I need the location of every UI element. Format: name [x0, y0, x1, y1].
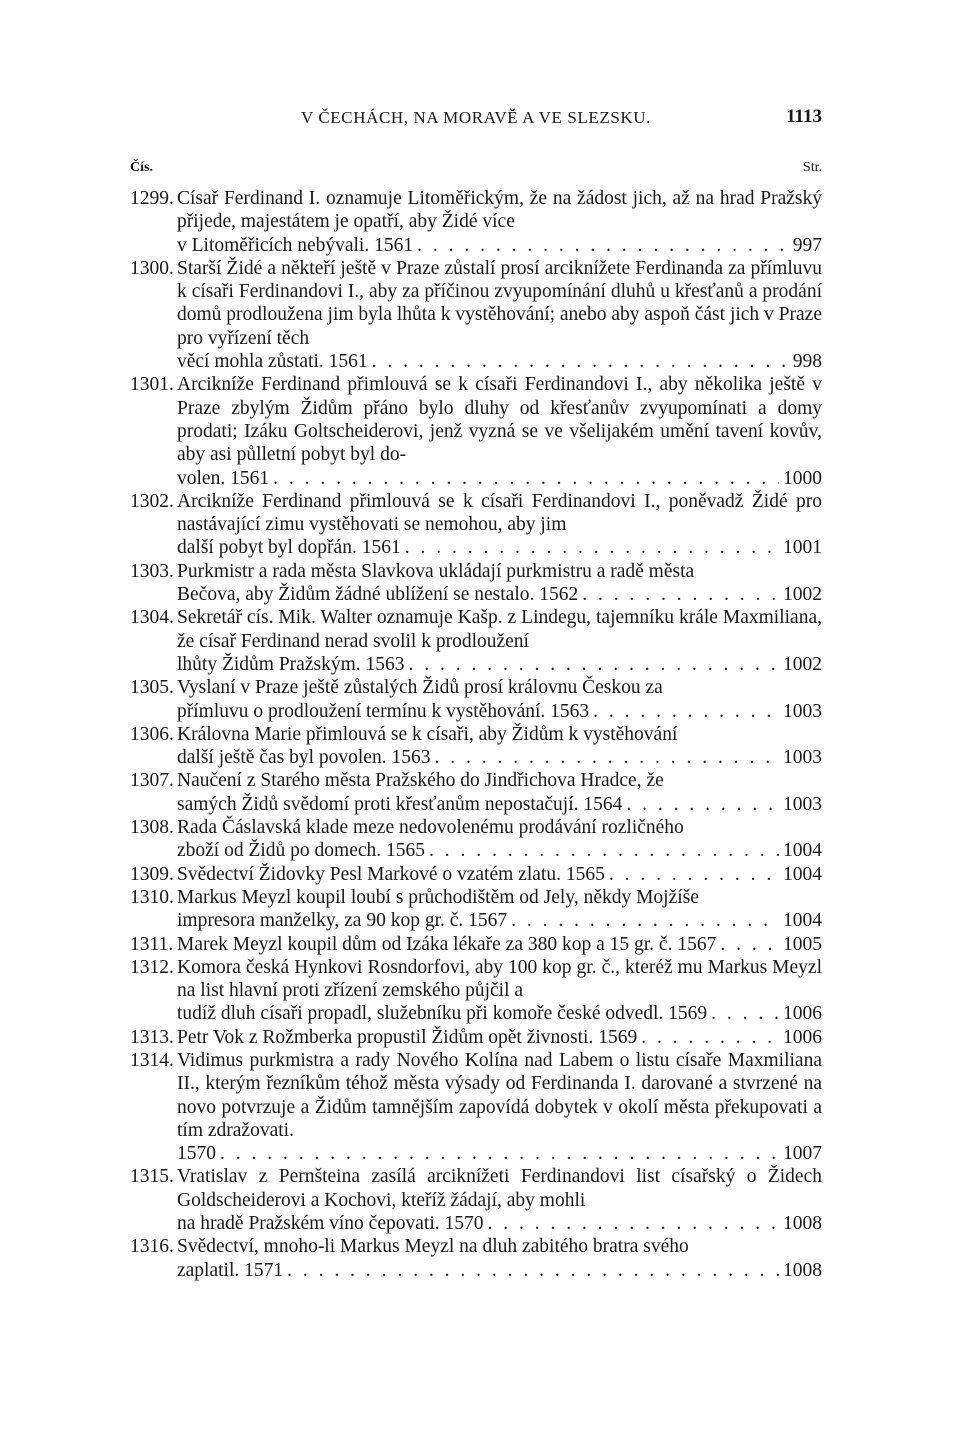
- entry-number: 1307.: [130, 770, 174, 792]
- entry-text: Arcikníže Ferdinand přimlouvá se k císaři Ferdinandovi I., aby několika ještě v Praze zbylým Židům přáno bylo dluhy od křesťanův zvyupomínati a domy prodati; Izáku Goltscheiderovi, jenž vyzná se ve všelijakém umění tavení kovův, aby asi půlletní pobyt byl do-: [177, 374, 822, 466]
- entry-number: 1305.: [130, 677, 174, 699]
- entry-page-number: 998: [792, 351, 822, 373]
- dot-leader: [429, 839, 779, 862]
- dot-leader: [488, 1212, 780, 1235]
- entry-last-line: [177, 1002, 822, 1025]
- entry-number: 1316.: [130, 1236, 174, 1258]
- entry-text-end: Bečova, aby Židům žádné ublížení se nestalo. 1562: [177, 584, 579, 606]
- entry-text-end: Marek Meyzl koupil dům od Izáka lékaře za 380 kop a 15 gr. č. 1567: [177, 933, 717, 955]
- entry-page-number: 1006: [783, 1003, 822, 1025]
- entry-text-end: zaplatil. 1571: [177, 1259, 284, 1281]
- entry-text: Císař Ferdinand I. oznamuje Litoměřickým, že na žádost jich, až na hrad Pražský přijede, majestátem je opatří, aby Židé více: [177, 188, 822, 233]
- entry-list: [130, 187, 822, 1282]
- entry-number: 1302.: [130, 490, 174, 512]
- dot-leader: [434, 746, 779, 769]
- page-number: 1113: [786, 106, 822, 127]
- entry-text-end: Petr Vok z Rožmberka propustil Židům opět živnosti. 1569: [177, 1026, 638, 1048]
- entry-page-number: 1004: [783, 863, 822, 885]
- entry-text: Rada Čáslavská klade meze nedovolenému prodávání rozličného: [177, 817, 684, 839]
- entry-page-number: 1008: [783, 1259, 822, 1281]
- entry-number: 1313.: [130, 1026, 174, 1048]
- entry-last-line: [177, 863, 822, 886]
- entry-text-end: samých Židů svědomí proti křesťanům nepostačují. 1564: [177, 793, 623, 815]
- entry-page-number: 1003: [783, 700, 822, 722]
- entry-number: 1315.: [130, 1166, 174, 1188]
- entry-text-end: tudíž dluh císaři propadl, služebníku při komoře české odvedl. 1569: [177, 1003, 708, 1025]
- entry-number: 1312.: [130, 956, 174, 978]
- list-item: [130, 606, 822, 676]
- dot-leader: [405, 536, 779, 559]
- dot-leader: [641, 1026, 779, 1049]
- entry-page-number: 1003: [783, 747, 822, 769]
- entry-last-line: [177, 653, 822, 676]
- list-item: [130, 933, 822, 956]
- list-item: [130, 956, 822, 1026]
- dot-leader: [593, 700, 779, 723]
- list-item: [130, 1026, 822, 1049]
- dot-leader: [609, 863, 779, 886]
- entry-number: 1309.: [130, 863, 174, 885]
- list-item: [130, 1165, 822, 1235]
- entry-text: Sekretář cís. Mik. Walter oznamuje Kašp. z Lindegu, tajemníku krále Maxmiliana, že císař Ferdinand nerad svolil k prodloužení: [177, 607, 822, 652]
- entry-number: 1314.: [130, 1049, 174, 1071]
- entry-last-line: [177, 909, 822, 932]
- entry-page-number: 997: [792, 234, 822, 256]
- entry-number: 1300.: [130, 257, 174, 279]
- entry-number: 1310.: [130, 886, 174, 908]
- entry-text: Purkmistr a rada města Slavkova ukládají purkmistru a radě města: [177, 560, 695, 582]
- entry-last-line: [177, 583, 822, 606]
- entry-text: Markus Meyzl koupil loubí s průchodištěm od Jely, někdy Mojžíše: [177, 886, 699, 908]
- list-item: [130, 373, 822, 489]
- list-item: [130, 560, 822, 607]
- entry-text: Královna Marie přimlouvá se k císaři, aby Židům k vystěhování: [177, 723, 678, 745]
- dot-leader: [409, 653, 780, 676]
- entry-page-number: 1004: [783, 910, 822, 932]
- entry-number: 1299.: [130, 188, 174, 209]
- entry-text: Starší Židé a někteří ještě v Praze zůstalí prosí arciknížete Ferdinanda za přímluvu k císaři Ferdinandovi I., aby za příčinou zvyupomínání dluhů u křesťanů a prodání domů prodloužena jim byla lhůta k vystěhování; anebo aby aspoň část jich v Praze pro vyřízení těch: [177, 257, 822, 349]
- entry-last-line: [177, 700, 822, 723]
- dot-leader: [372, 350, 789, 373]
- dot-leader: [711, 1002, 779, 1025]
- running-head: [130, 104, 822, 134]
- entry-page-number: 1000: [783, 467, 822, 489]
- entry-last-line: [177, 536, 822, 559]
- entry-text-end: přímluvu o prodloužení termínu k vystěhování. 1563: [177, 700, 590, 722]
- entry-text-end: volen. 1561: [177, 467, 270, 489]
- dot-leader: [273, 467, 779, 490]
- entry-number: 1306.: [130, 723, 174, 745]
- entry-last-line: [177, 793, 822, 816]
- entry-number: 1303.: [130, 560, 174, 582]
- entry-text-end: věcí mohla zůstati. 1561: [177, 351, 368, 373]
- list-item: [130, 1049, 822, 1165]
- entry-text-end: 1570: [177, 1143, 216, 1165]
- entry-text-end: zboží od Židů po domech. 1565: [177, 840, 426, 862]
- entry-last-line: [177, 933, 822, 956]
- entry-text: Svědectví, mnoho-li Markus Meyzl na dluh zabitého bratra svého: [177, 1236, 689, 1258]
- list-item: [130, 886, 822, 933]
- entry-page-number: 1005: [783, 933, 822, 955]
- list-item: [130, 490, 822, 560]
- column-labels: [130, 160, 822, 180]
- entry-page-number: 1004: [783, 840, 822, 862]
- entry-text-end: v Litoměřicích nebývali. 1561: [177, 234, 414, 256]
- list-item: [130, 723, 822, 770]
- list-item: [130, 863, 822, 886]
- entry-last-line: [177, 1212, 822, 1235]
- entry-text-end: na hradě Pražském víno čepovati. 1570: [177, 1213, 484, 1235]
- entry-text: Naučení z Starého města Pražského do Jindřichova Hradce, že: [177, 770, 664, 792]
- list-item: [130, 676, 822, 723]
- dot-leader: [417, 234, 789, 257]
- list-item: [130, 257, 822, 373]
- entry-text: Vyslaní v Praze ještě zůstalých Židů prosí královnu Českou za: [177, 677, 663, 699]
- list-item: [130, 187, 822, 257]
- entry-text: Vratislav z Pernšteina zasílá arciknížeti Ferdinandovi list císařský o Židech Goldscheiderovi a Kochovi, kteříž žádají, aby mohli: [177, 1166, 822, 1211]
- entry-last-line: [177, 467, 822, 490]
- entry-page-number: 1002: [783, 584, 822, 606]
- dot-leader: [220, 1142, 779, 1165]
- entry-text-end: další ještě čas byl povolen. 1563: [177, 747, 431, 769]
- dot-leader: [582, 583, 779, 606]
- list-item: [130, 1235, 822, 1282]
- entry-last-line: [177, 746, 822, 769]
- entry-last-line: [177, 839, 822, 862]
- entry-number: 1301.: [130, 374, 174, 396]
- dot-leader: [287, 1259, 779, 1282]
- running-title: V ČECHÁCH, NA MORAVĚ A VE SLEZSKU.: [300, 108, 652, 127]
- entry-last-line: [177, 1142, 822, 1165]
- column-label-number: Čís.: [130, 160, 153, 175]
- entry-text-end: Svědectví Židovky Pesl Markové o vzatém zlatu. 1565: [177, 863, 605, 885]
- dot-leader: [626, 793, 779, 816]
- dot-leader: [511, 909, 779, 932]
- entry-page-number: 1002: [783, 653, 822, 675]
- entry-page-number: 1007: [783, 1143, 822, 1165]
- entry-number: 1311.: [130, 933, 174, 955]
- entry-last-line: [177, 234, 822, 257]
- entry-page-number: 1001: [783, 537, 822, 559]
- entry-page-number: 1008: [783, 1213, 822, 1235]
- entry-number: 1308.: [130, 817, 174, 839]
- list-item: [130, 769, 822, 816]
- entry-last-line: [177, 1259, 822, 1282]
- entry-page-number: 1006: [783, 1026, 822, 1048]
- entry-text: Vidimus purkmistra a rady Nového Kolína nad Labem o listu císaře Maxmiliana II., kterým řezníkům téhož města výsady od Ferdinanda I. darované a stvrzené na novo potvrzuje a Židům tamnějším zapovídá dobytek v okolí města překupovati a tím zdražovati.: [177, 1049, 822, 1141]
- entry-text-end: lhůty Židům Pražským. 1563: [177, 653, 405, 675]
- entry-text-end: impresora manželky, za 90 kop gr. č. 1567: [177, 910, 508, 932]
- entry-text: Arcikníže Ferdinand přimlouvá se k císaři Ferdinandovi I., poněvadž Židé pro nastávající zimu vystěhovati se nemohou, aby jim: [177, 490, 822, 536]
- list-item: [130, 816, 822, 863]
- entry-text: Komora česká Hynkovi Rosndorfovi, aby 100 kop gr. č., kteréž mu Markus Meyzl na list hlavní proti zřízení zemského půjčil a: [177, 956, 822, 1002]
- entry-text-end: další pobyt byl dopřán. 1561: [177, 537, 401, 559]
- entry-page-number: 1003: [783, 793, 822, 815]
- entry-number: 1304.: [130, 607, 174, 629]
- entry-last-line: [177, 350, 822, 373]
- entry-last-line: [177, 1026, 822, 1049]
- column-label-page: Str.: [802, 160, 822, 175]
- dot-leader: [720, 933, 779, 956]
